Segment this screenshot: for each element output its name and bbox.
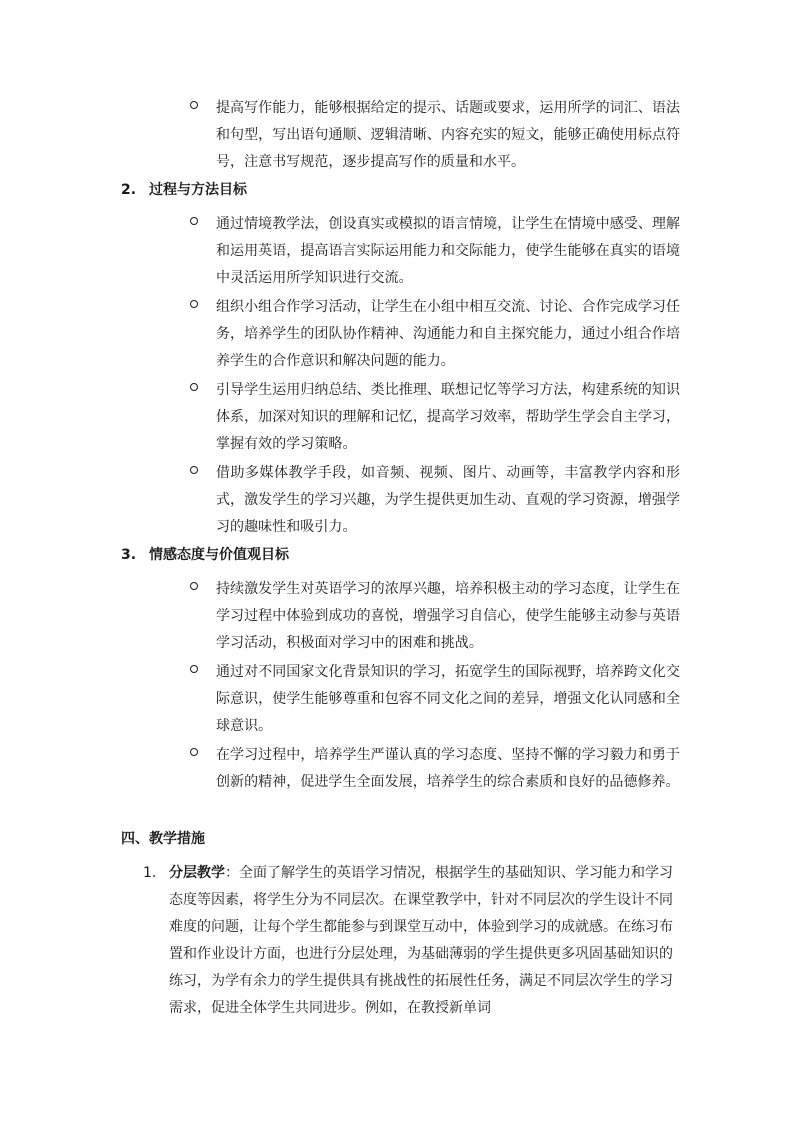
list-item [190, 460, 680, 541]
list-item [190, 211, 680, 292]
section-heading: 四、教学措施 [121, 831, 205, 847]
list-item-text: 通过对不同国家文化背景知识的学习，拓宽学生的国际视野，培养跨文化交际意识，使学生能够尊重和包容不同文化之间的差异，增强文化认同感和全球意识。 [216, 664, 680, 734]
list-item [190, 742, 680, 796]
measure-body: ：全面了解学生的英语学习情况，根据学生的基础知识、学习能力和学习态度等因素，将学生分为不同层次。在课堂教学中，针对不同层次的学生设计不同难度的问题，让每个学生都能参与到课堂互动中，体验到学习的成就感。在练习布置和作业设计方面，也进行分层处理，为基础薄弱的学生提供更多巩固基础知识的练习，为学有余力的学生提供具有挑战性的拓展性任务，满足不同层次学生的学习需求，促进全体学生共同进步。例如，在教授新单词 [169, 865, 673, 1016]
list-item-text: 持续激发学生对英语学习的浓厚兴趣，培养积极主动的学习态度，让学生在学习过程中体验到成功的喜悦，增强学习自信心，使学生能够主动参与英语学习活动，积极面对学习中的困难和挑战。 [216, 581, 680, 651]
list-item-text: 借助多媒体教学手段，如音频、视频、图片、动画等，丰富教学内容和形式，激发学生的学习兴趣，为学生提供更加生动、直观的学习资源，增强学习的趣味性和吸引力。 [216, 465, 680, 535]
section-title: 情感态度与价值观目标 [149, 547, 289, 563]
measure-text [169, 860, 673, 1022]
list-item [190, 377, 680, 458]
hollow-bullet-icon [190, 217, 198, 225]
section-number: 2. [121, 182, 137, 198]
list-item-text: 提高写作能力，能够根据给定的提示、话题或要求，运用所学的词汇、语法和句型，写出语句通顺、逻辑清晰、内容充实的短文，能够正确使用标点符号，注意书写规范，逐步提高写作的质量和水平。 [216, 100, 680, 170]
list-item-text: 通过情境教学法，创设真实或模拟的语言情境，让学生在情境中感受、理解和运用英语，提高语言实际运用能力和交际能力，使学生能够在真实的语境中灵活运用所学知识进行交流。 [216, 216, 680, 286]
hollow-bullet-icon [190, 665, 198, 673]
list-item [190, 576, 680, 657]
section-heading [121, 180, 247, 200]
list-item [190, 95, 680, 176]
measure-number: 1. [143, 865, 157, 881]
hollow-bullet-icon [190, 466, 198, 474]
list-item [190, 294, 680, 375]
hollow-bullet-icon [190, 383, 198, 391]
list-item-text: 引导学生运用归纳总结、类比推理、联想记忆等学习方法，构建系统的知识体系，加深对知识的理解和记忆，提高学习效率，帮助学生学会自主学习，掌握有效的学习策略。 [216, 382, 680, 452]
list-item-text: 组织小组合作学习活动，让学生在小组中相互交流、讨论、合作完成学习任务，培养学生的团队协作精神、沟通能力和自主探究能力，通过小组合作培养学生的合作意识和解决问题的能力。 [216, 299, 680, 369]
measure-label: 分层教学 [169, 865, 225, 881]
section-title: 过程与方法目标 [149, 182, 247, 198]
list-item [190, 659, 680, 740]
list-item-text: 在学习过程中，培养学生严谨认真的学习态度、坚持不懈的学习毅力和勇于创新的精神，促进学生全面发展，培养学生的综合素质和良好的品德修养。 [216, 747, 680, 790]
measure-item [143, 860, 673, 1022]
section-heading [121, 545, 289, 565]
section-number: 3. [121, 547, 137, 563]
hollow-bullet-icon [190, 101, 198, 109]
hollow-bullet-icon [190, 300, 198, 308]
hollow-bullet-icon [190, 748, 198, 756]
hollow-bullet-icon [190, 582, 198, 590]
